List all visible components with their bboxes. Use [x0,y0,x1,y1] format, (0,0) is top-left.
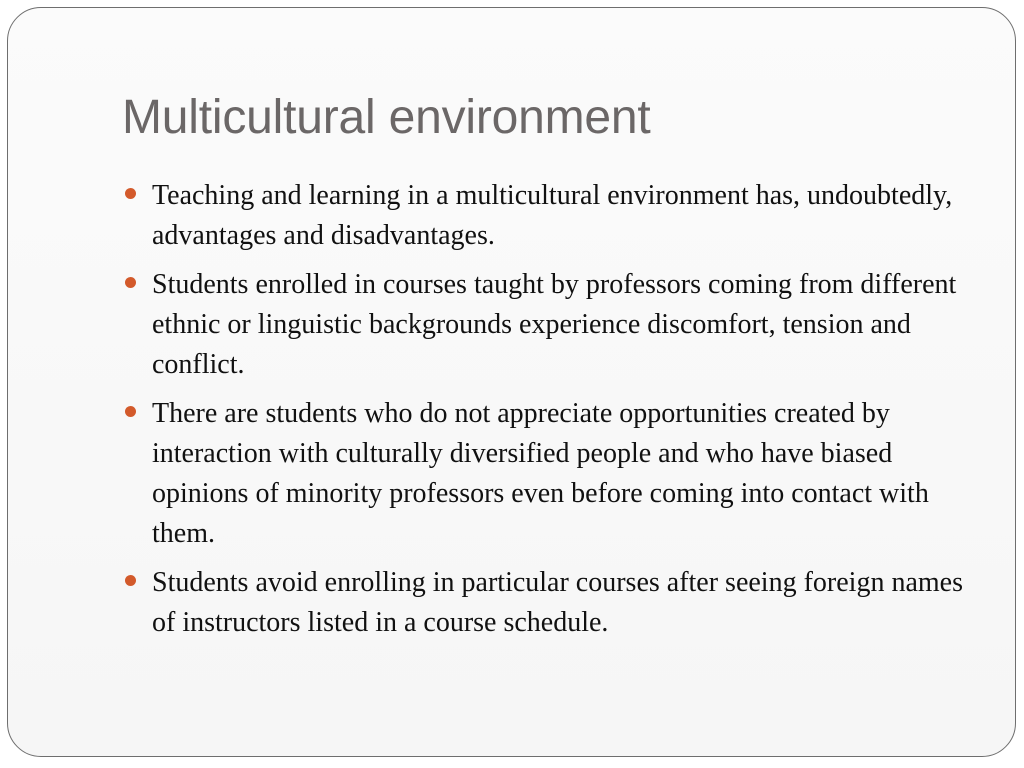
bullet-text: Students avoid enrolling in particular courses after seeing foreign names of instructors listed in a course schedule. [152,567,963,638]
slide [7,7,1016,757]
bullet-item [122,265,972,385]
bullet-dot-icon [125,277,136,288]
bullet-text: Students enrolled in courses taught by professors coming from different ethnic or linguistic backgrounds experience discomfort, tension and conflict. [152,269,957,380]
bullet-text: Teaching and learning in a multicultural environment has, undoubtedly, advantages and disadvantages. [152,180,953,251]
bullet-list [122,176,972,652]
bullet-item [122,563,972,643]
bullet-text: There are students who do not appreciate opportunities created by interaction with culturally diversified people and who have biased opinions of minority professors even before coming into contact with them. [152,398,929,549]
bullet-dot-icon [125,188,136,199]
slide-title: Multicultural environment [122,91,651,144]
bullet-item [122,394,972,554]
bullet-dot-icon [125,575,136,586]
bullet-item [122,176,972,256]
bullet-dot-icon [125,406,136,417]
